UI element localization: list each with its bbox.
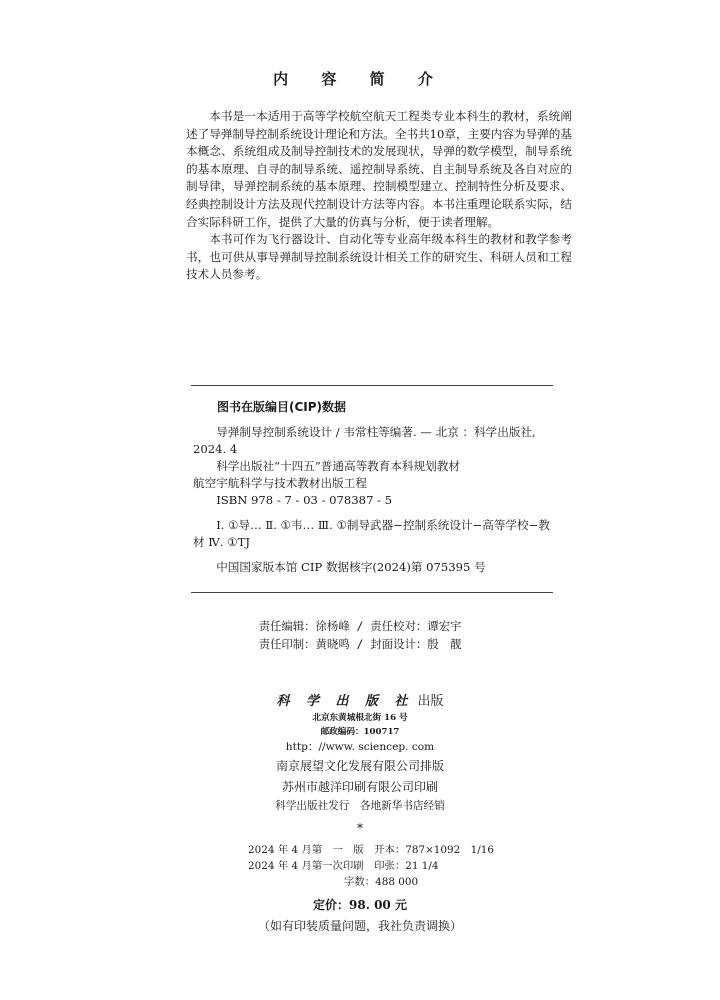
quality-notice: （如有印装质量问题，我社负责调换）: [257, 919, 462, 933]
cip-record-number: 中国国家版本馆 CIP 数据核字(2024)第 075395 号: [216, 560, 486, 574]
summary-paragraph-2: 本书可作为飞行器设计、自动化等专业高年级本科生的教材和教学参考书，也可供从事导弹制导控制系统设计相关工作的研究生、科研人员和工程技术人员参考。: [186, 232, 572, 282]
cip-bottom-rule: [191, 592, 553, 593]
publisher-role: 出版: [417, 694, 444, 709]
edition-specs: [248, 842, 548, 890]
spec-line-3: 字数：488 000: [344, 876, 419, 888]
cip-gap: [193, 509, 551, 517]
spec-line-2: 2024 年 4 月第一次印刷 印张：21 1/4: [248, 860, 439, 872]
staff-line-1: 责任编辑：徐杨峰 / 责任校对：谭宏宇: [258, 619, 462, 633]
publisher-postcode: 邮政编码：100717: [320, 727, 400, 737]
cip-top-rule: [191, 385, 553, 386]
cip-heading: 图书在版编目(CIP)数据: [217, 400, 347, 414]
cip-gap: [193, 551, 551, 559]
summary-paragraph-1: 本书是一本适用于高等学校航空航天工程类专业本科生的教材，系统阐述了导弹制导控制系统设计理论和方法。全书共10章，主要内容为导弹的基本概念、系统组成及制导控制技术的发展现状，导弹的数学模型，制导系统的基本原理、自寻的制导系统、遥控制导系统、自主制导系统及各自对应的制导律，导弹控制系统的基本原理、控制模型建立、控制特性分析及要求、经典控制设计方法及现代控制设计方法等内容。本书注重理论联系实际，结合实际科研工作，提供了大量的仿真与分析，便于读者理解。: [186, 109, 572, 229]
publisher-logo: [0, 690, 720, 709]
publisher-website: http：//www. sciencep. com: [285, 741, 435, 753]
price-line: 定价：98. 00 元: [313, 898, 407, 912]
spec-line-1: 2024 年 4 月第 一 版 开本：787×1092 1/16: [248, 844, 494, 856]
cip-record: [193, 424, 551, 576]
typesetter-line: 南京展望文化发展有限公司排版: [275, 759, 444, 773]
cip-entry: 导弹制导控制系统设计 / 韦常柱等编著. — 北京 ：科学出版社, 2024. 4: [193, 425, 536, 456]
publisher-name: 科 学 出 版 社: [276, 694, 414, 709]
summary-block: [186, 108, 572, 284]
cip-subjects: Ⅰ. ①导… Ⅱ. ①韦… Ⅲ. ①制导武器−控制系统设计−高等学校−教材 Ⅳ. ①TJ: [193, 518, 550, 549]
section-title: 内 容 简 介: [273, 70, 447, 88]
staff-line-2: 责任印制：黄晓鸣 / 封面设计：殷 靓: [258, 637, 462, 651]
publisher-address: 北京东黄城根北街 16 号: [312, 713, 408, 723]
distributor-line: 科学出版社发行 各地新华书店经销: [275, 800, 445, 812]
cip-series-1: 科学出版社“十四五”普通高等教育本科规划教材: [216, 459, 460, 473]
staff-credits: [0, 617, 720, 653]
separator-star: *: [357, 821, 363, 835]
cip-isbn: ISBN 978 - 7 - 03 - 078387 - 5: [216, 493, 393, 507]
cip-series-2: 航空宇航科学与技术教材出版工程: [193, 476, 367, 490]
printer-line: 苏州市越洋印刷有限公司印刷: [281, 780, 438, 794]
